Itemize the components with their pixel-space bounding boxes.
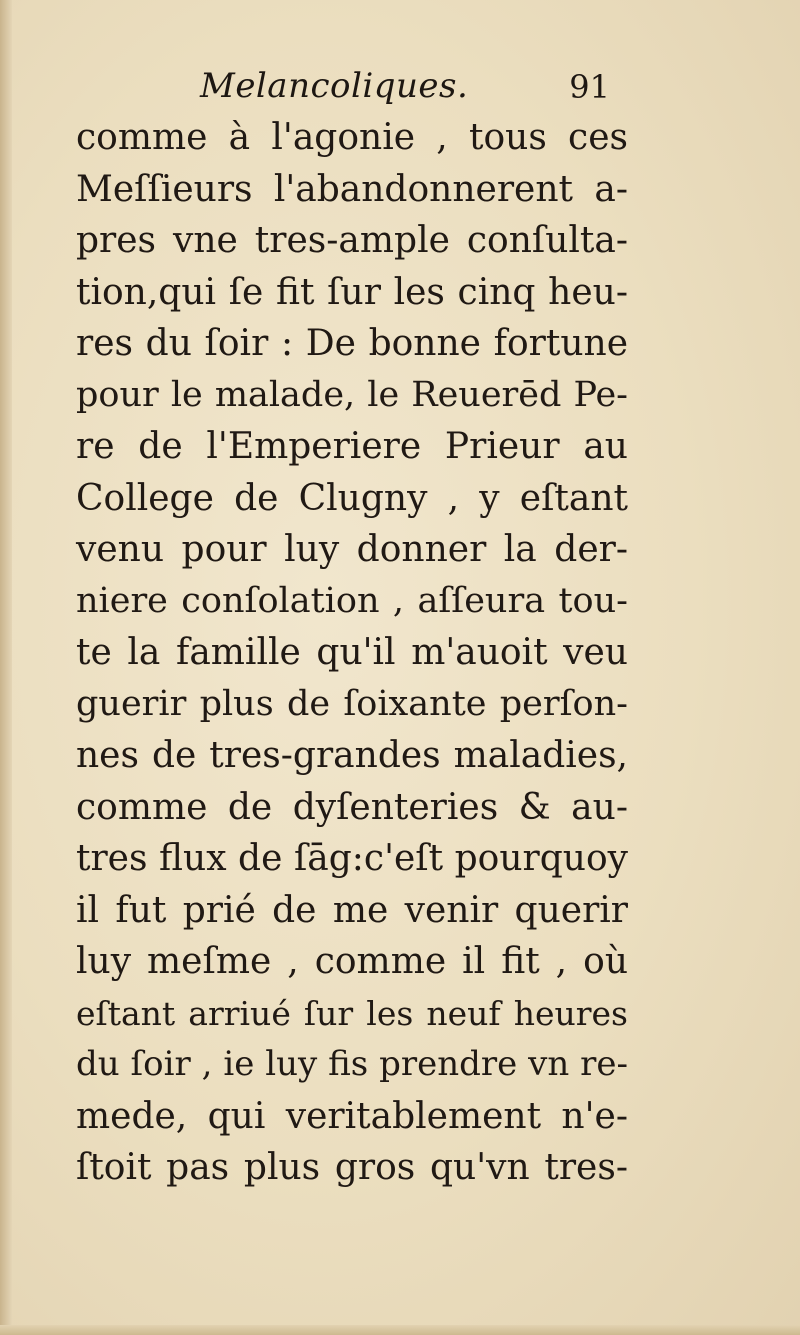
page-bottom-edge: [0, 1325, 800, 1335]
text-line: guerir plus de ſoixante perſon-: [76, 683, 628, 724]
text-line: College de Clugny , y eſtant: [76, 477, 628, 519]
body-text: [76, 112, 628, 1194]
text-line: tion,qui ſe fit ſur les cinq heu-: [76, 271, 628, 313]
text-line: comme de dyſenteries & au-: [76, 786, 628, 828]
text-line: mede, qui veritablement n'e-: [76, 1095, 628, 1137]
text-line: eſtant arriué ſur les neuf heures: [76, 993, 628, 1033]
text-line: du ſoir , ie luy fis prendre vn re-: [76, 1044, 628, 1084]
text-line: ſtoit pas plus gros qu'vn tres-: [76, 1147, 628, 1188]
text-line: te la famille qu'il m'auoit veu: [76, 632, 628, 673]
text-line: pres vne tres-ample conſulta-: [76, 220, 628, 261]
text-line: Meſſieurs l'abandonnerent a-: [76, 168, 628, 210]
text-line: comme à l'agonie , tous ces: [76, 117, 628, 158]
text-line: il fut prié de me venir querir: [76, 889, 628, 931]
text-line: tres flux de ſāg:c'eſt pourquoy: [76, 838, 628, 879]
running-title: Melancoliques.: [200, 66, 469, 106]
text-line: niere conſolation , aſſeura tou-: [76, 580, 628, 621]
page-header: [200, 66, 610, 112]
text-line: venu pour luy donner la der-: [76, 529, 628, 570]
text-line: pour le malade, le Reuerēd Pe-: [76, 374, 628, 415]
text-line: res du ſoir : De bonne fortune: [76, 323, 628, 364]
page-gutter-shadow: [0, 0, 12, 1335]
text-line: re de l'Emperiere Prieur au: [76, 426, 628, 467]
text-line: luy meſme , comme il fit , où: [76, 941, 628, 982]
text-line: nes de tres-grandes maladies,: [76, 735, 628, 776]
page-number: 91: [569, 68, 610, 106]
